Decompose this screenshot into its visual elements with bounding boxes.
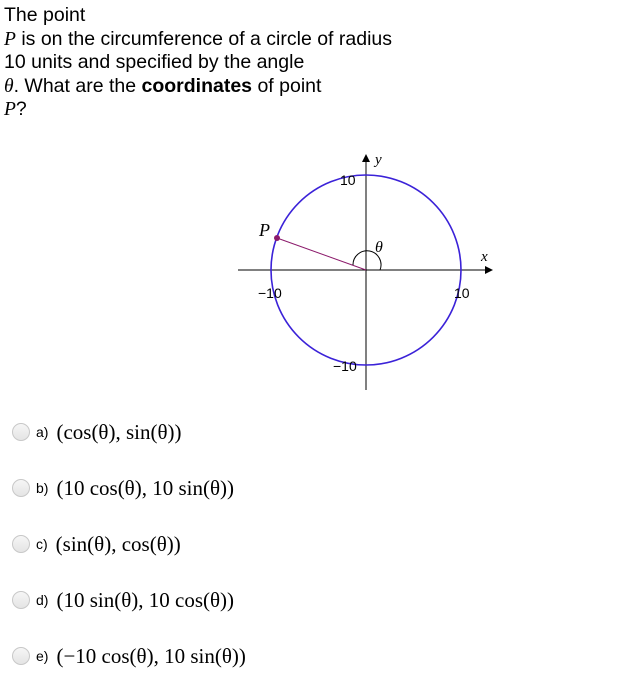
question-line-4b: of point — [252, 74, 322, 97]
option-letter: a) — [36, 424, 49, 440]
tick-label-left: −10 — [258, 285, 282, 301]
point-symbol-end: P — [4, 99, 16, 120]
option-d[interactable] — [12, 586, 246, 614]
option-letter: c) — [36, 536, 48, 552]
option-expression: (sin(θ), cos(θ)) — [55, 531, 181, 556]
question-line-1: The point — [4, 4, 86, 26]
option-letter: d) — [36, 592, 49, 608]
point-symbol: P — [4, 28, 16, 50]
question-text — [4, 4, 444, 122]
question-line-4a: . What are the — [13, 74, 142, 97]
question-mark: ? — [15, 98, 27, 120]
answer-options — [12, 418, 246, 698]
option-expression: (10 cos(θ), 10 sin(θ)) — [56, 475, 235, 500]
question-line-2: is on the circumference of a circle of radius — [15, 27, 393, 50]
radius-line — [277, 238, 366, 270]
circle-diagram — [230, 150, 510, 400]
option-letter: e) — [36, 648, 49, 664]
radio-button[interactable] — [12, 479, 30, 497]
option-letter: b) — [36, 480, 49, 496]
question-line-3: 10 units and specified by the angle — [4, 51, 305, 73]
y-axis-label: y — [375, 152, 382, 168]
option-c[interactable] — [12, 530, 246, 558]
radio-button[interactable] — [12, 535, 30, 553]
tick-label-top: 10 — [340, 172, 356, 188]
x-axis-label: x — [481, 249, 488, 265]
option-expression: (cos(θ), sin(θ)) — [56, 419, 182, 444]
angle-symbol: θ — [4, 75, 14, 97]
option-b[interactable] — [12, 474, 246, 502]
radio-button[interactable] — [12, 647, 30, 665]
option-expression: (10 sin(θ), 10 cos(θ)) — [56, 587, 235, 612]
option-a[interactable] — [12, 418, 246, 446]
point-p-dot — [274, 235, 280, 241]
angle-theta-label: θ — [375, 239, 383, 256]
radio-button[interactable] — [12, 591, 30, 609]
question-bold-word: coordinates — [141, 74, 253, 97]
radio-button[interactable] — [12, 423, 30, 441]
tick-label-bottom: −10 — [333, 358, 357, 374]
option-e[interactable] — [12, 642, 246, 670]
tick-label-right: 10 — [454, 285, 470, 301]
option-expression: (−10 cos(θ), 10 sin(θ)) — [56, 643, 246, 668]
point-p-label: P — [259, 220, 270, 240]
